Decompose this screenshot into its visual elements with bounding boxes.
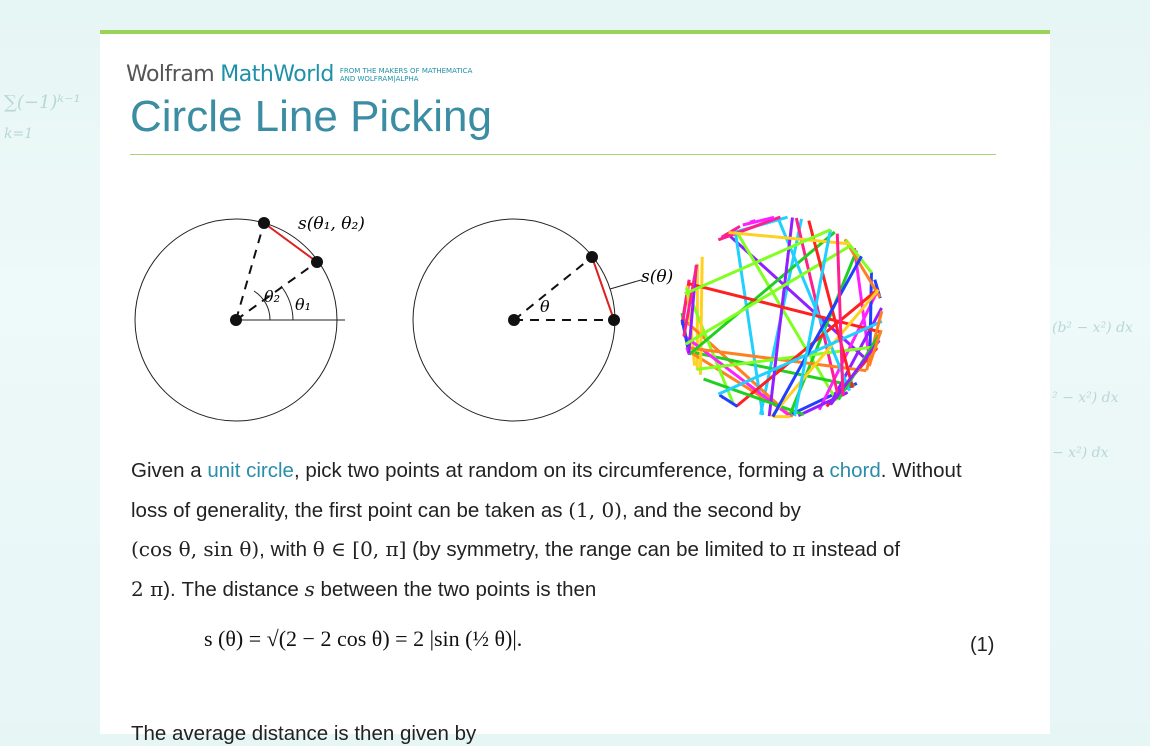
equation-number: (1) <box>970 634 994 657</box>
link-unit-circle[interactable]: unit circle <box>207 459 294 482</box>
page-title: Circle Line Picking <box>130 92 492 142</box>
random-chord <box>735 229 837 401</box>
diagram-two-angles <box>135 214 365 421</box>
label-s-theta1-theta2: s(θ₁, θ₂) <box>298 214 365 234</box>
equation-1: s (θ) = √(2 − 2 cos θ) = 2 |sin (½ θ)|. <box>204 626 522 652</box>
logo-wolfram: Wolfram <box>126 62 214 87</box>
mathworld-logo[interactable] <box>126 62 472 87</box>
random-chord <box>685 230 831 294</box>
label-theta: θ <box>540 297 550 316</box>
logo-tagline: FROM THE MAKERS OF MATHEMATICA AND WOLFRAM|ALPHA <box>340 67 473 83</box>
background-formula: ² − x²) dx <box>1052 390 1119 406</box>
background-formula: ∑(−1)ᵏ⁻¹ <box>4 92 81 113</box>
figure-illustration <box>100 174 1050 424</box>
random-chord <box>750 221 756 223</box>
paragraph-average-distance: The average distance is then given by <box>131 722 476 746</box>
label-s-theta: s(θ) <box>641 267 673 287</box>
intro-paragraph: Given a unit circle, pick two points at random on its circumference, forming a chord. Without loss of generality, the first point can be taken as (1, 0), and the second by (cos θ, sin θ), with θ ∈ [0, π] (by symmetry, the range can be limited to π instead of 2 π). The distance s between the two points is then <box>131 452 1001 609</box>
background-formula: − x²) dx <box>1052 445 1108 461</box>
article-card <box>100 30 1050 734</box>
title-divider <box>130 154 996 155</box>
random-chords-circle <box>682 217 882 417</box>
random-chord <box>686 245 852 344</box>
logo-mathworld: MathWorld <box>220 62 334 87</box>
background-formula: (b² − x²) dx <box>1052 320 1133 336</box>
diagram-single-angle <box>413 219 673 421</box>
random-chord <box>700 257 702 375</box>
label-theta2: θ₂ <box>264 287 280 306</box>
background-formula: k=1 <box>4 126 33 142</box>
link-chord[interactable]: chord <box>829 459 880 482</box>
label-theta1: θ₁ <box>295 295 311 314</box>
random-chord <box>719 395 737 406</box>
